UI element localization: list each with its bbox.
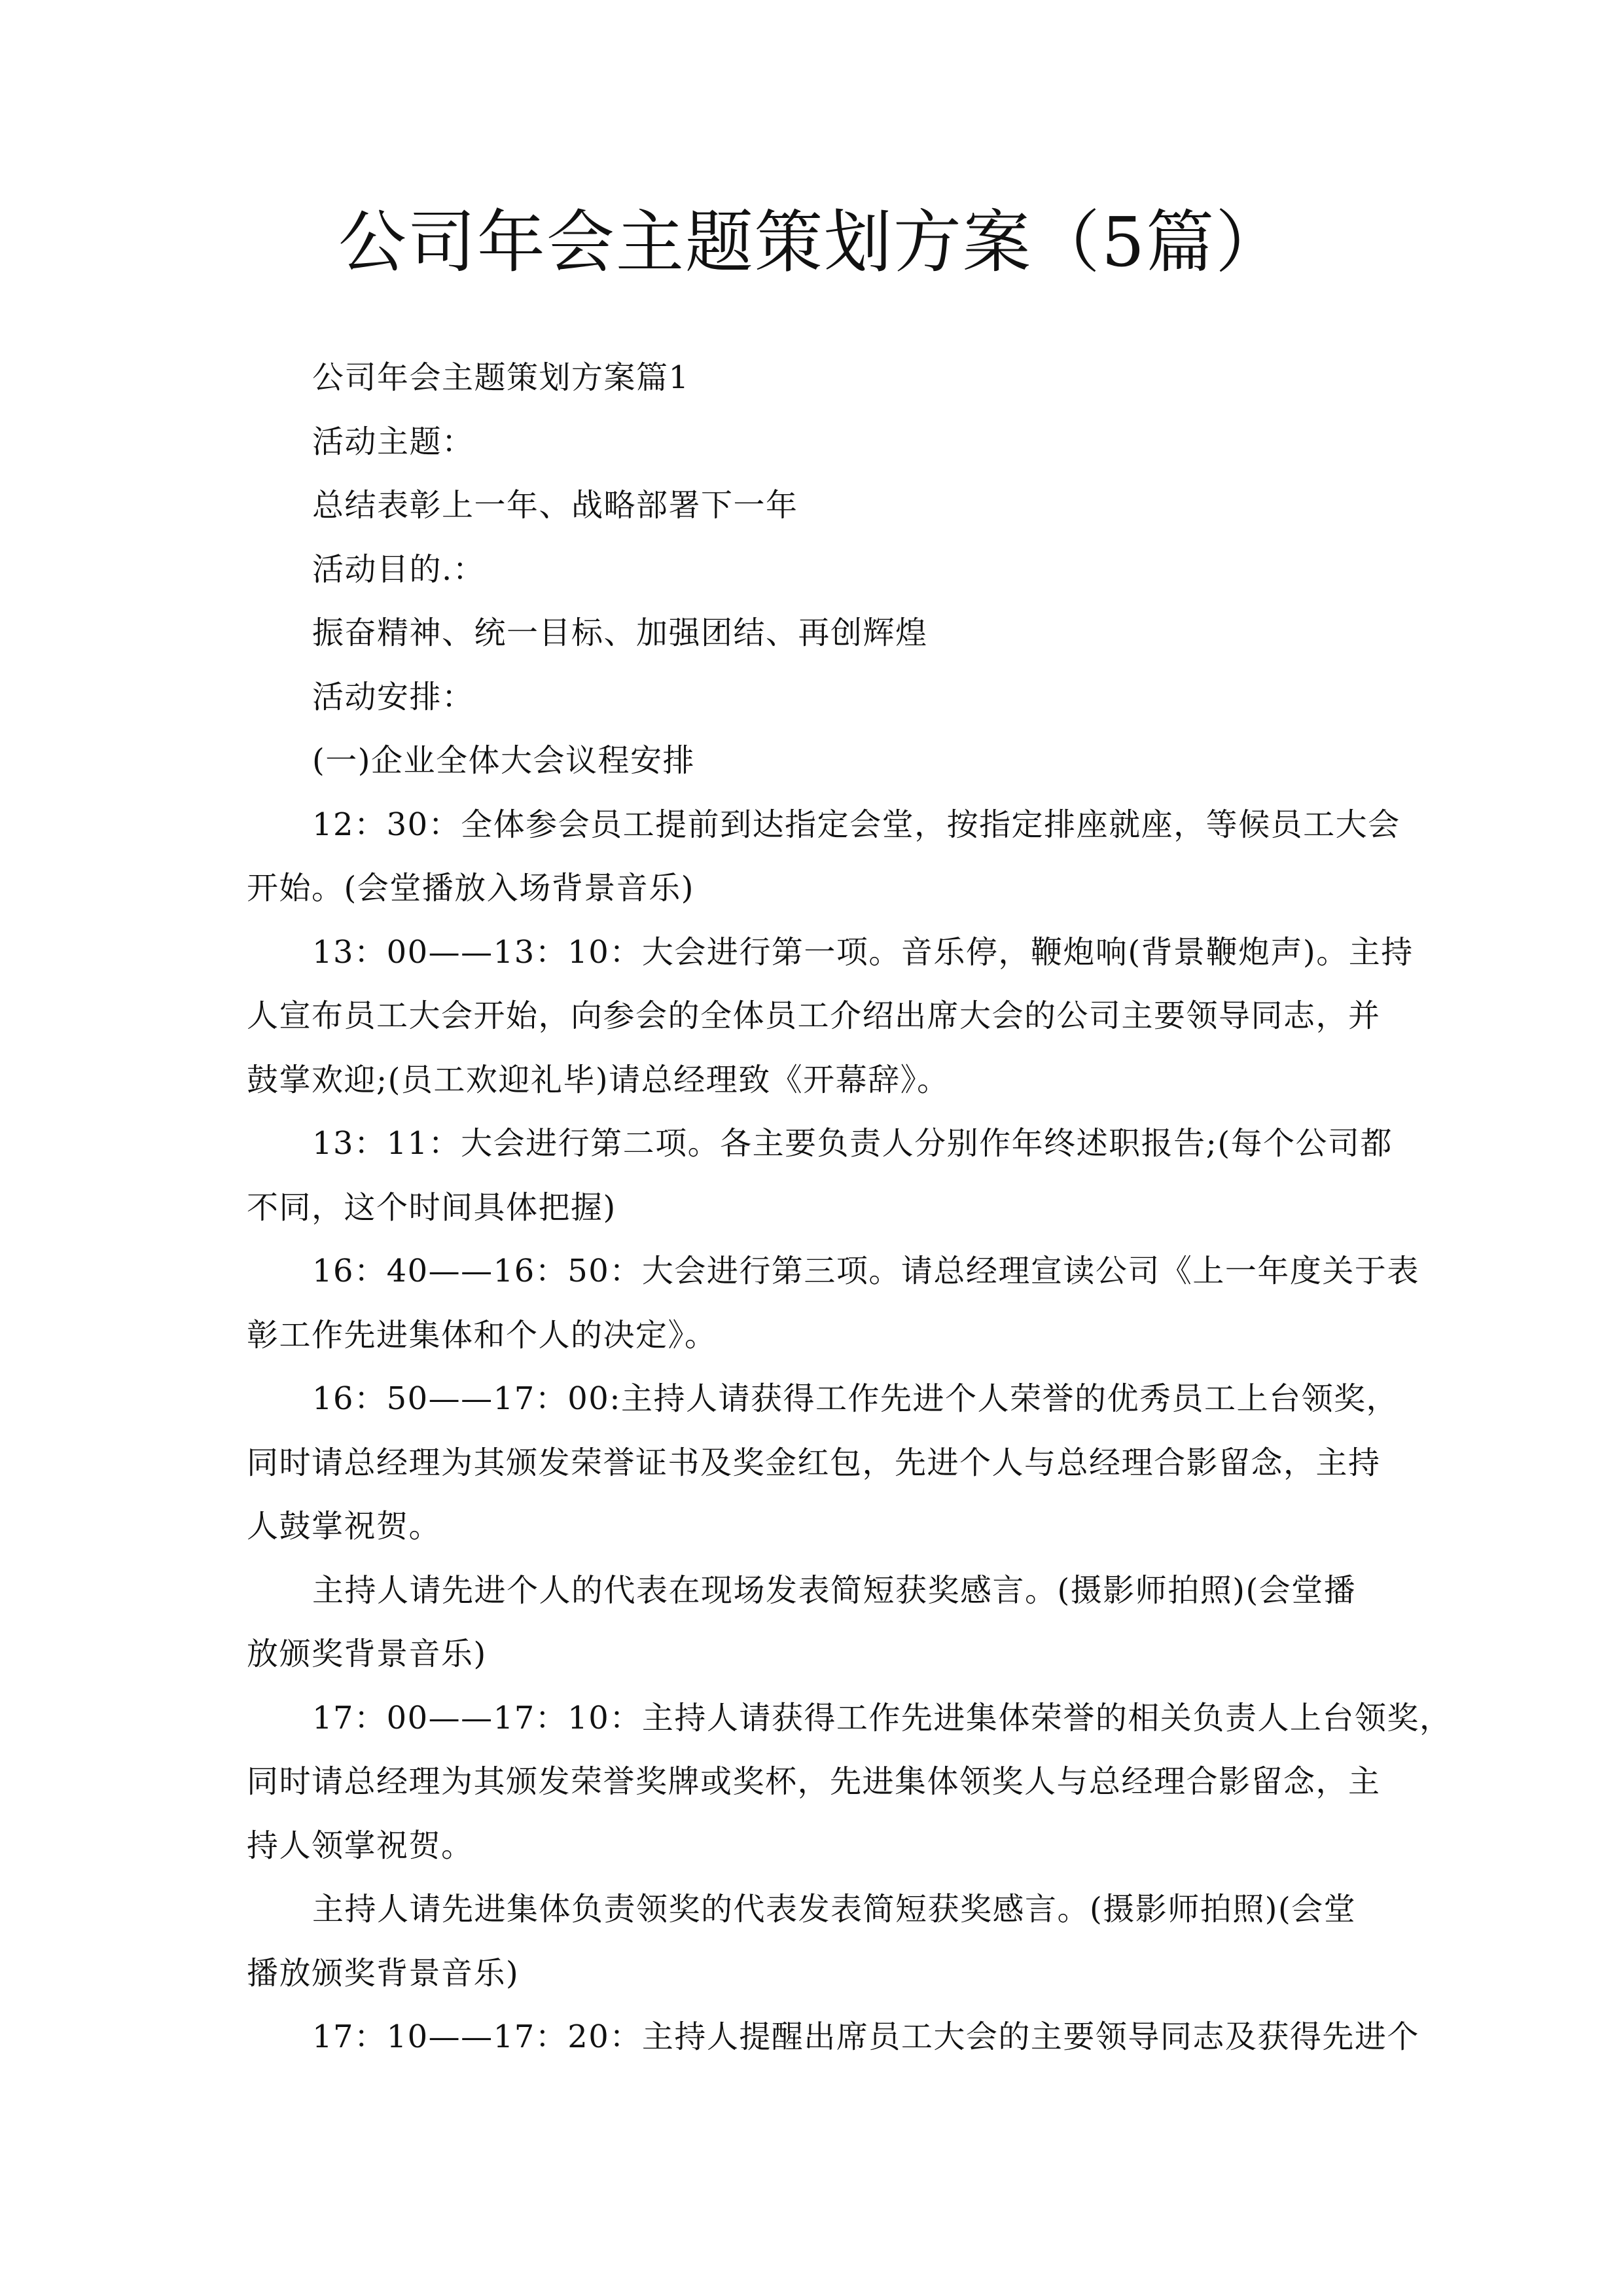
section-heading: 公司年会主题策划方案篇1 — [312, 359, 690, 396]
paragraph-line: 活动安排： — [312, 678, 474, 715]
paragraph-line: 13：00——13：10：大会进行第一项。音乐停，鞭炮响(背景鞭炮声)。主持 — [312, 933, 1414, 971]
paragraph-line: 鼓掌欢迎;(员工欢迎礼毕)请总经理致《开幕辞》。 — [247, 1061, 950, 1098]
paragraph-line: 持人领掌祝贺。 — [247, 1827, 474, 1864]
paragraph-line: 16：50——17：00:主持人请获得工作先进个人荣誉的优秀员工上台领奖， — [312, 1380, 1399, 1417]
paragraph-line: 振奋精神、统一目标、加强团结、再创辉煌 — [312, 615, 928, 651]
paragraph-line: 17：00——17：10：主持人请获得工作先进集体荣誉的相关负责人上台领奖， — [312, 1699, 1452, 1736]
paragraph-line: 人鼓掌祝贺。 — [247, 1508, 442, 1545]
paragraph-line: 16：40——16：50：大会进行第三项。请总经理宣读公司《上一年度关于表 — [312, 1253, 1419, 1289]
paragraph-line: 放颁奖背景音乐) — [247, 1636, 487, 1672]
paragraph-line: 活动主题： — [312, 423, 474, 460]
paragraph-line: 主持人请先进个人的代表在现场发表简短获奖感言。(摄影师拍照)(会堂播 — [312, 1571, 1357, 1609]
paragraph-line: (一)企业全体大会议程安排 — [312, 742, 695, 779]
paragraph-line: 同时请总经理为其颁发荣誉奖牌或奖杯，先进集体领奖人与总经理合影留念，主 — [247, 1763, 1381, 1800]
paragraph-line: 活动目的.： — [312, 550, 486, 588]
paragraph-line: 主持人请先进集体负责领奖的代表发表简短获奖感言。(摄影师拍照)(会堂 — [312, 1891, 1357, 1928]
document-title: 公司年会主题策划方案（5篇） — [338, 202, 1285, 282]
paragraph-line: 总结表彰上一年、战略部署下一年 — [312, 487, 798, 524]
paragraph-line: 播放颁奖背景音乐) — [247, 1954, 520, 1992]
paragraph-line: 彰工作先进集体和个人的决定》。 — [247, 1316, 717, 1354]
paragraph-line: 开始。(会堂播放入场背景音乐) — [247, 870, 694, 906]
document-body — [247, 356, 1452, 2079]
paragraph-line: 12：30：全体参会员工提前到达指定会堂，按指定排座就座，等候员工大会 — [312, 806, 1400, 843]
paragraph-line: 17：10——17：20：主持人提醒出席员工大会的主要领导同志及获得先进个 — [312, 2018, 1419, 2055]
paragraph-line: 人宣布员工大会开始，向参会的全体员工介绍出席大会的公司主要领导同志，并 — [247, 997, 1381, 1034]
paragraph-line: 同时请总经理为其颁发荣誉证书及奖金红包，先进个人与总经理合影留念，主持 — [247, 1444, 1381, 1481]
paragraph-line: 不同，这个时间具体把握) — [247, 1189, 616, 1226]
paragraph-line: 13：11：大会进行第二项。各主要负责人分别作年终述职报告;(每个公司都 — [312, 1125, 1393, 1162]
